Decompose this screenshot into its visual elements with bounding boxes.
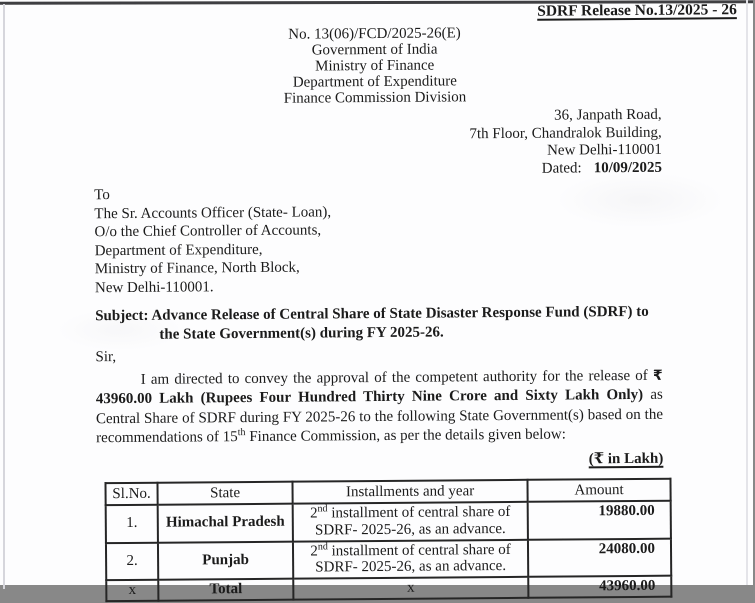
- dated-value: 10/09/2025: [593, 159, 663, 176]
- letter-number: No. 13(06)/FCD/2025-26(E): [288, 25, 461, 43]
- cell-sl-no: x: [106, 580, 158, 601]
- recipient-line: Ministry of Finance, North Block,: [94, 259, 300, 278]
- installment-text: installment of central share of: [327, 541, 511, 559]
- body-lead: I am directed to convey the approval of the competent authority for the release of: [140, 367, 653, 388]
- org-line-ministry: Ministry of Finance: [315, 57, 435, 75]
- cell-installment: x: [293, 577, 528, 600]
- body-paragraph: [96, 366, 664, 449]
- rupee-sign: ₹: [652, 367, 663, 384]
- installment-text: installment of central share of: [327, 503, 511, 522]
- release-table: [104, 478, 672, 602]
- cell-total-label: Total: [158, 579, 293, 601]
- letterhead: [0, 23, 752, 109]
- subject-line: [95, 302, 667, 345]
- units-note: (₹ in Lakh): [588, 450, 664, 468]
- cell-total-amount: 43960.00: [528, 576, 671, 598]
- installment-text: SDRF- 2025-26, as an advance.: [314, 520, 506, 539]
- cell-installment: [293, 502, 528, 541]
- table-total-row: [106, 576, 671, 601]
- org-line-department: Department of Expenditure: [292, 73, 457, 91]
- ordinal-suffix: th: [237, 427, 246, 439]
- table-row: [106, 501, 671, 543]
- body-amount-text: 43960.00 Lakh (Rupees Four Hundred Thirty Nine Crore and Sixty Lakh Only): [95, 387, 644, 408]
- recipient-block: [94, 181, 753, 298]
- subject-label: Subject:: [95, 307, 149, 324]
- subject-text: Advance Release of Central Share of State Disaster Response Fund (SDRF) to the State Government(s) during FY 2025-26.: [151, 303, 649, 343]
- dated-label: Dated:: [541, 159, 582, 177]
- salutation: Sir,: [95, 348, 117, 365]
- cell-state: Himachal Pradesh: [158, 504, 293, 543]
- cell-amount: 19880.00: [528, 501, 671, 540]
- units-note-line: [1, 449, 663, 473]
- header-amount: Amount: [527, 479, 670, 502]
- recipient-line: The Sr. Accounts Officer (State- Loan),: [94, 203, 332, 222]
- installment-number: 2: [310, 543, 318, 560]
- release-number-line: [0, 0, 751, 25]
- cell-sl-no: 2.: [106, 542, 158, 580]
- cell-sl-no: 1.: [106, 505, 158, 543]
- office-address-line: New Delhi-110001: [546, 141, 662, 159]
- office-address-line: 36, Janpath Road,: [554, 106, 662, 124]
- table-row: [106, 538, 671, 580]
- cell-state: Punjab: [158, 541, 293, 580]
- installment-ordinal: nd: [317, 503, 328, 515]
- header-installments: Installments and year: [292, 480, 527, 504]
- org-line-government: Government of India: [311, 41, 438, 59]
- body-mid: as Central Share of SDRF during FY 2025-26 to the following State Government(s) based on the recommendations of 15: [95, 386, 664, 447]
- installment-ordinal: nd: [317, 540, 328, 552]
- recipient-line: O/o the Chief Controller of Accounts,: [94, 222, 322, 241]
- header-state: State: [157, 482, 292, 505]
- to-label: To: [94, 187, 110, 204]
- office-address-block: [0, 106, 752, 182]
- recipient-line: Department of Expenditure,: [94, 241, 263, 259]
- org-line-division: Finance Commission Division: [283, 89, 467, 107]
- installment-number: 2: [309, 505, 318, 522]
- release-number: SDRF Release No.13/2025 - 26: [537, 1, 737, 20]
- cell-installment: [293, 539, 528, 578]
- cell-amount: 24080.00: [528, 538, 671, 577]
- installment-text: SDRF- 2025-26, as an advance.: [315, 558, 507, 576]
- header-sl-no: Sl.No.: [105, 483, 157, 505]
- recipient-line: New Delhi-110001.: [94, 279, 214, 297]
- office-address-line: 7th Floor, Chandralok Building,: [469, 124, 662, 142]
- body-tail: Finance Commission, as per the details given below:: [245, 426, 566, 446]
